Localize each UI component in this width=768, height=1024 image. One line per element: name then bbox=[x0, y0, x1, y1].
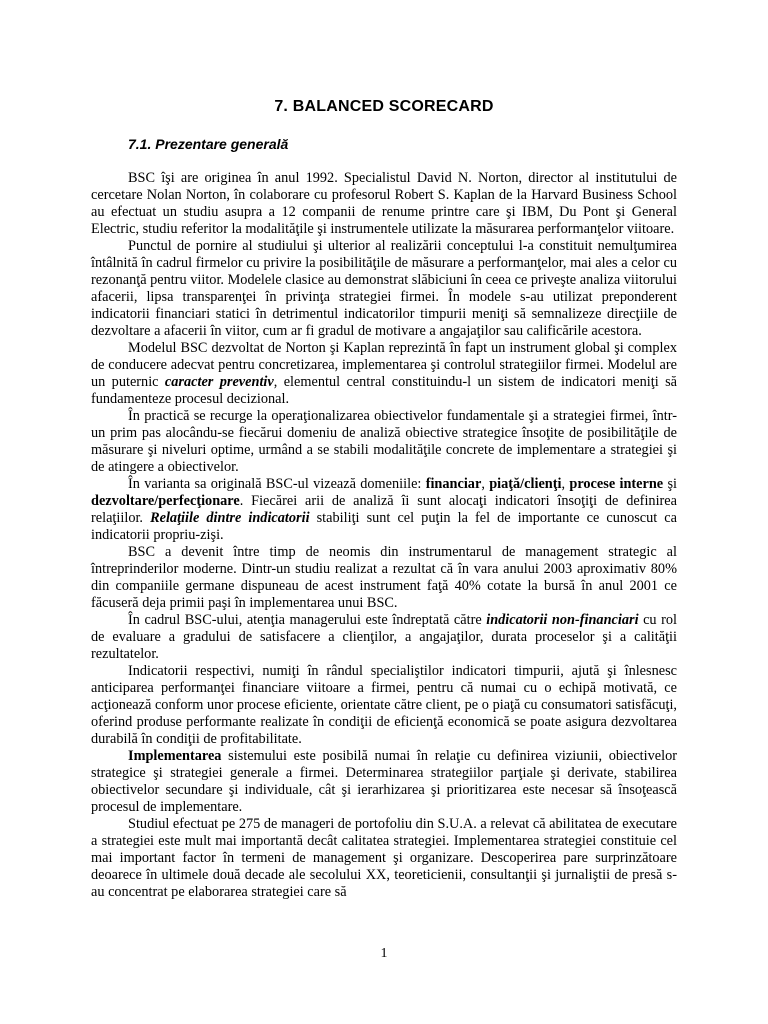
emphasis-financiar: financiar bbox=[425, 476, 482, 492]
text-span: , bbox=[561, 476, 570, 492]
text-span: Modelul BSC dezvoltat de Norton şi Kaplan reprezintă în fapt un instrument global şi complex de conducere adecvat pentru concretizarea, implementarea şi controlul strategiilor firmei. Modelul are un puternic bbox=[91, 340, 677, 390]
emphasis-relatiile: Relaţiile dintre indicatorii bbox=[150, 510, 310, 526]
paragraph-8: Indicatorii respectivi, numiţi în rândul specialiştilor indicatori timpurii, ajută şi înlesnesc anticiparea performanţei financiare viitoare a firmei, pentru că numai cu o echipă motivată, ce acţionează conform unor procese eficiente, orientate către client, pe o piaţă cu consumatori satisfăcuţi, oferind produse performante realizate în condiţii de eficienţă economică se poate asigura dezvoltarea durabilă în condiţii de profitabilitate. bbox=[91, 663, 677, 747]
paragraph-10: Studiul efectuat pe 275 de manageri de portofoliu din S.U.A. a relevat că abilitatea de executare a strategiei este mult mai importantă decât calitatea strategiei. Implementarea strategiei constituie cel mai important factor în termeni de management şi organizare. Descoperirea pare surprinzătoare deoarece în ultimele două decade ale secolului XX, teoreticienii, consultanţii şi jurnaliştii de presă s-au concentrat pe elaborarea strategiei care să bbox=[91, 816, 677, 900]
emphasis-implementarea: Implementarea bbox=[128, 748, 222, 764]
paragraph-3 bbox=[91, 340, 677, 408]
emphasis-piata-clienti: piaţă/clienţi bbox=[489, 476, 562, 492]
paragraph-2: Punctul de pornire al studiului şi ulterior al realizării conceptului l-a constituit nemulţumirea întâlnită în cadrul firmelor cu privire la posibilităţile de măsurare a performanţelor, mai ales a celor cu rezonanţă pentru viitor. Modelele clasice au demonstrat slăbiciuni în ceea ce priveşte analiza viitorului afacerii, lipsa transparenţei în privinţa strategiei firmei. În modele s-au utilizat preponderent indicatorii financiari statici în detrimentul indicatorilor timpurii meniţi să semnalizeze direcţiile de dezvoltare a afacerii în viitor, cum ar fi gradul de motivare a angajaţilor sau calificările acestora. bbox=[91, 238, 677, 339]
text-span: , bbox=[481, 476, 490, 492]
text-span: , elementul central constituindu-l un sistem de indicatori meniţi să fundamenteze procesul decizional. bbox=[91, 374, 678, 407]
paragraph-6: BSC a devenit între timp de neomis din instrumentarul de management strategic al întreprinderilor moderne. Dintr-un studiu realizat a rezultat că în vara anului 2003 aproximativ 80% din companiile germane dispuneau de acest instrument faţă 40% cotate la bursă în anul 2001 ce făcuseră deja primii paşi în implementarea unui BSC. bbox=[91, 544, 677, 611]
paragraph-9 bbox=[91, 748, 677, 816]
emphasis-procese-interne: procese interne bbox=[569, 476, 664, 492]
paragraph-5 bbox=[91, 476, 677, 544]
section-title: 7.1. Prezentare generală bbox=[128, 136, 289, 152]
emphasis-non-financiari: indicatorii non-financiari bbox=[486, 612, 639, 628]
paragraph-7 bbox=[91, 612, 677, 663]
text-span: În cadrul BSC-ului, atenţia managerului este îndreptată către bbox=[128, 612, 487, 628]
text-span: În varianta sa originală BSC-ul vizează domeniile: bbox=[128, 476, 426, 492]
text-span: sistemului este posibilă numai în relaţie cu definirea viziunii, obiectivelor strategice şi strategiei generale a firmei. Determinarea strategiilor parţiale şi derivate, stabilirea obiectivelor secundare şi individuale, cât şi ierarhizarea şi prioritizarea este necesar să însoţească procesul de implementare. bbox=[91, 748, 677, 815]
text-span: cu rol de evaluare a gradului de satisfacere a clienţilor, a angajaţilor, durata proceselor şi a calităţii rezultatelor. bbox=[91, 612, 677, 662]
text-span: . Fiecărei arii de analiză îi sunt alocaţi indicatori însoţiţi de definirea relaţiilor. bbox=[91, 493, 677, 526]
chapter-title: 7. BALANCED SCORECARD bbox=[274, 98, 494, 115]
text-span: şi bbox=[663, 476, 677, 492]
text-span: stabiliţi sunt cel puţin la fel de importante ce cunoscut ca indicatorii propriu-zişi. bbox=[91, 510, 677, 543]
emphasis-caracter-preventiv: caracter preventiv bbox=[164, 374, 274, 390]
emphasis-dezvoltare: dezvoltare/perfecţionare bbox=[91, 493, 240, 509]
body-text bbox=[91, 170, 677, 901]
paragraph-4: În practică se recurge la operaţionalizarea obiectivelor fundamentale şi a strategiei firmei, într-un prim pas alocându-se fiecărui domeniu de analiză obiective strategice însoţite de posibilităţile de măsurare şi niveluri optime, urmând a se stabili modalităţile concrete de implementare a strategiei şi de atingere a obiectivelor. bbox=[91, 408, 677, 475]
page-number: 1 bbox=[380, 946, 388, 961]
paragraph-1: BSC îşi are originea în anul 1992. Specialistul David N. Norton, director al institutului de cercetare Nolan Norton, în colaborare cu profesorul Robert S. Kaplan de la Harvard Business School au efectuat un studiu asupra a 12 companii de renume printre care şi IBM, Du Pont şi General Electric, studiu referitor la modalităţile şi instrumentele utilizate la măsurarea performanţelor viitoare. bbox=[91, 170, 677, 237]
